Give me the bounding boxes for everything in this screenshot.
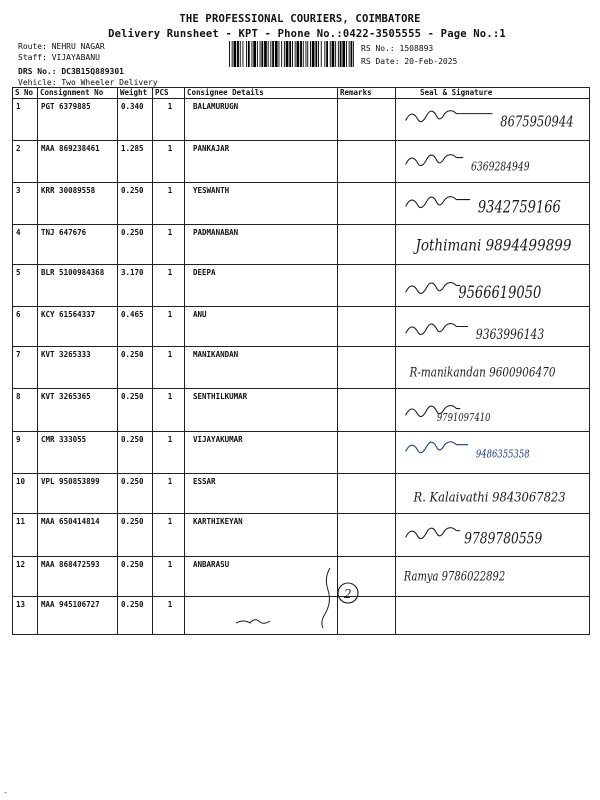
consignee-cell: BALAMURUGN <box>185 99 338 141</box>
consignment-cell: KRR 30089558 <box>38 183 118 225</box>
signature-scribble <box>406 442 468 453</box>
signature-cell <box>396 389 590 432</box>
route-label: Route: NEHRU NAGAR <box>18 42 105 51</box>
handwritten-text: 9363996143 <box>475 327 545 344</box>
signature-scribble <box>406 111 493 122</box>
sno-cell: 5 <box>13 265 38 307</box>
sno-cell: 6 <box>13 307 38 347</box>
remarks-circle-number: 2 <box>344 587 352 601</box>
pcs-cell: 1 <box>153 141 185 183</box>
sno-cell: 3 <box>13 183 38 225</box>
weight-cell: 0.465 <box>118 307 153 347</box>
handwritten-text: 9791097410 <box>436 411 491 425</box>
signature-cell <box>396 99 590 141</box>
consignee-cell: VIJAYAKUMAR <box>185 432 338 474</box>
col-pcs: PCS <box>153 88 185 99</box>
col-signature: Seal & Signature <box>396 88 590 99</box>
weight-cell: 0.250 <box>118 597 153 635</box>
consignee-cell: PADMANABAN <box>185 225 338 265</box>
consignment-cell: MAA 869238461 <box>38 141 118 183</box>
signature-cell <box>396 347 590 389</box>
pcs-cell: 1 <box>153 432 185 474</box>
table-row <box>13 183 590 225</box>
weight-cell: 0.340 <box>118 99 153 141</box>
staff-label: Staff: VIJAYABANU <box>18 53 100 62</box>
rs-number: RS No.: 1508893 <box>361 44 434 53</box>
page-subtitle: Delivery Runsheet - KPT - Phone No.:0422-3505555 - Page No.:1 <box>108 28 506 40</box>
weight-cell: 0.250 <box>118 225 153 265</box>
weight-cell: 3.170 <box>118 265 153 307</box>
table-header-row <box>13 88 590 99</box>
handwritten-text: Ramya 9786022892 <box>402 568 506 584</box>
remarks-cell <box>338 141 396 183</box>
consignment-cell: TNJ 647676 <box>38 225 118 265</box>
table-row <box>13 99 590 141</box>
remarks-cell <box>338 265 396 307</box>
consignee-cell: MANIKANDAN <box>185 347 338 389</box>
sno-cell: 9 <box>13 432 38 474</box>
handwritten-text: 6369284949 <box>471 159 531 174</box>
handwritten-text: Jothimani 9894499899 <box>412 236 572 255</box>
handwritten-text: R. Kalaivathi 9843067823 <box>412 489 566 505</box>
col-weight: Weight <box>118 88 153 99</box>
handwritten-signature <box>396 557 589 596</box>
table-row <box>13 347 590 389</box>
weight-cell: 0.250 <box>118 183 153 225</box>
pcs-cell: 1 <box>153 557 185 597</box>
handwritten-signature <box>396 514 589 556</box>
meta-left <box>18 41 158 88</box>
remarks-cell <box>338 225 396 265</box>
pcs-cell: 1 <box>153 347 185 389</box>
signature-scribble <box>406 155 464 166</box>
weight-cell: 0.250 <box>118 474 153 514</box>
table-row <box>13 474 590 514</box>
handwritten-text: 9486355358 <box>475 447 530 461</box>
signature-cell <box>396 183 590 225</box>
handwritten-signature <box>396 183 589 224</box>
table-row <box>13 389 590 432</box>
remarks-cell <box>338 474 396 514</box>
handwritten-text: R-manikandan 9600906470 <box>408 364 556 380</box>
remarks-cell <box>338 307 396 347</box>
pcs-cell: 1 <box>153 597 185 635</box>
table-row <box>13 307 590 347</box>
handwritten-signature <box>396 141 589 182</box>
sno-cell: 12 <box>13 557 38 597</box>
consignment-cell: MAA 945106727 <box>38 597 118 635</box>
consignment-cell: KCY 61564337 <box>38 307 118 347</box>
sno-cell: 4 <box>13 225 38 265</box>
page-title: THE PROFESSIONAL COURIERS, COIMBATORE <box>179 13 421 25</box>
pcs-cell: 1 <box>153 389 185 432</box>
pcs-cell: 1 <box>153 183 185 225</box>
pcs-cell: 1 <box>153 474 185 514</box>
handwritten-signature <box>396 597 589 634</box>
handwritten-signature <box>396 389 589 431</box>
sno-cell: 1 <box>13 99 38 141</box>
vehicle-label: Vehicle: Two Wheeler Delivery <box>18 78 158 87</box>
handwritten-signature <box>396 225 589 264</box>
signature-cell <box>396 141 590 183</box>
remarks-cell <box>338 389 396 432</box>
weight-cell: 0.250 <box>118 557 153 597</box>
consignee-cell: KARTHIKEYAN <box>185 514 338 557</box>
consignment-cell: CMR 333055 <box>38 432 118 474</box>
consignee-cell: PANKAJAR <box>185 141 338 183</box>
handwritten-signature <box>396 99 589 140</box>
consignment-cell: BLR 5100984368 <box>38 265 118 307</box>
sno-cell: 7 <box>13 347 38 389</box>
handwritten-text: 9789780559 <box>464 529 543 548</box>
handwritten-signature <box>396 432 589 473</box>
drs-label: DRS No.: DC3B15Q889301 <box>18 67 124 76</box>
col-consignment: Consignment No <box>38 88 118 99</box>
consignment-cell: KVT 3265333 <box>38 347 118 389</box>
consignment-cell: PGT 6379885 <box>38 99 118 141</box>
runsheet-table <box>12 87 590 635</box>
remarks-cell <box>338 514 396 557</box>
pcs-cell: 1 <box>153 307 185 347</box>
consignment-cell: MAA 868472593 <box>38 557 118 597</box>
signature-scribble <box>406 528 461 539</box>
consignee-cell: DEEPA <box>185 265 338 307</box>
consignee-cell: YESWANTH <box>185 183 338 225</box>
remarks-cell <box>338 557 396 597</box>
meta-right <box>361 43 457 67</box>
handwritten-signature <box>396 265 589 306</box>
table-row <box>13 141 590 183</box>
table-row <box>13 514 590 557</box>
sno-cell: 8 <box>13 389 38 432</box>
remarks-cell <box>338 432 396 474</box>
table-row <box>13 432 590 474</box>
weight-cell: 1.285 <box>118 141 153 183</box>
barcode <box>229 41 354 67</box>
consignee-cell: SENTHILKUMAR <box>185 389 338 432</box>
sno-cell: 10 <box>13 474 38 514</box>
pcs-cell: 1 <box>153 514 185 557</box>
remarks-cell <box>338 99 396 141</box>
handwritten-signature <box>396 474 589 513</box>
signature-cell <box>396 432 590 474</box>
signature-cell <box>396 474 590 514</box>
col-consignee: Consignee Details <box>185 88 338 99</box>
remarks-cell <box>338 597 396 635</box>
left-edge-mark: - <box>3 788 8 797</box>
handwritten-text: 8675950944 <box>500 113 574 131</box>
consignment-cell: KVT 3265365 <box>38 389 118 432</box>
table-row <box>13 597 590 635</box>
signature-cell <box>396 557 590 597</box>
handwritten-text: 9342759166 <box>477 197 561 217</box>
remarks-cell <box>338 347 396 389</box>
consignee-cell <box>185 597 338 635</box>
sno-cell: 11 <box>13 514 38 557</box>
remarks-cell <box>338 183 396 225</box>
rs-date: RS Date: 20-Feb-2025 <box>361 57 458 66</box>
consignment-cell: MAA 650414814 <box>38 514 118 557</box>
signature-scribble <box>406 283 461 294</box>
consignee-cell: ANU <box>185 307 338 347</box>
signature-cell <box>396 307 590 347</box>
signature-cell <box>396 514 590 557</box>
table-row <box>13 225 590 265</box>
weight-cell: 0.250 <box>118 432 153 474</box>
col-sno: S No <box>13 88 38 99</box>
sno-cell: 2 <box>13 141 38 183</box>
handwritten-text: 9566619050 <box>458 283 542 303</box>
consignee-cell: ANBARASU <box>185 557 338 597</box>
signature-scribble <box>406 324 468 335</box>
signature-cell <box>396 597 590 635</box>
signature-scribble <box>406 197 470 208</box>
weight-cell: 0.250 <box>118 389 153 432</box>
col-remarks: Remarks <box>338 88 396 99</box>
table-row <box>13 265 590 307</box>
table-row <box>13 557 590 597</box>
weight-cell: 0.250 <box>118 347 153 389</box>
signature-cell <box>396 265 590 307</box>
signature-cell <box>396 225 590 265</box>
pcs-cell: 1 <box>153 225 185 265</box>
consignee-cell: ESSAR <box>185 474 338 514</box>
pcs-cell: 1 <box>153 265 185 307</box>
sno-cell: 13 <box>13 597 38 635</box>
weight-cell: 0.250 <box>118 514 153 557</box>
consignment-cell: VPL 950853899 <box>38 474 118 514</box>
pcs-cell: 1 <box>153 99 185 141</box>
handwritten-signature <box>396 347 589 388</box>
handwritten-signature <box>396 307 589 346</box>
